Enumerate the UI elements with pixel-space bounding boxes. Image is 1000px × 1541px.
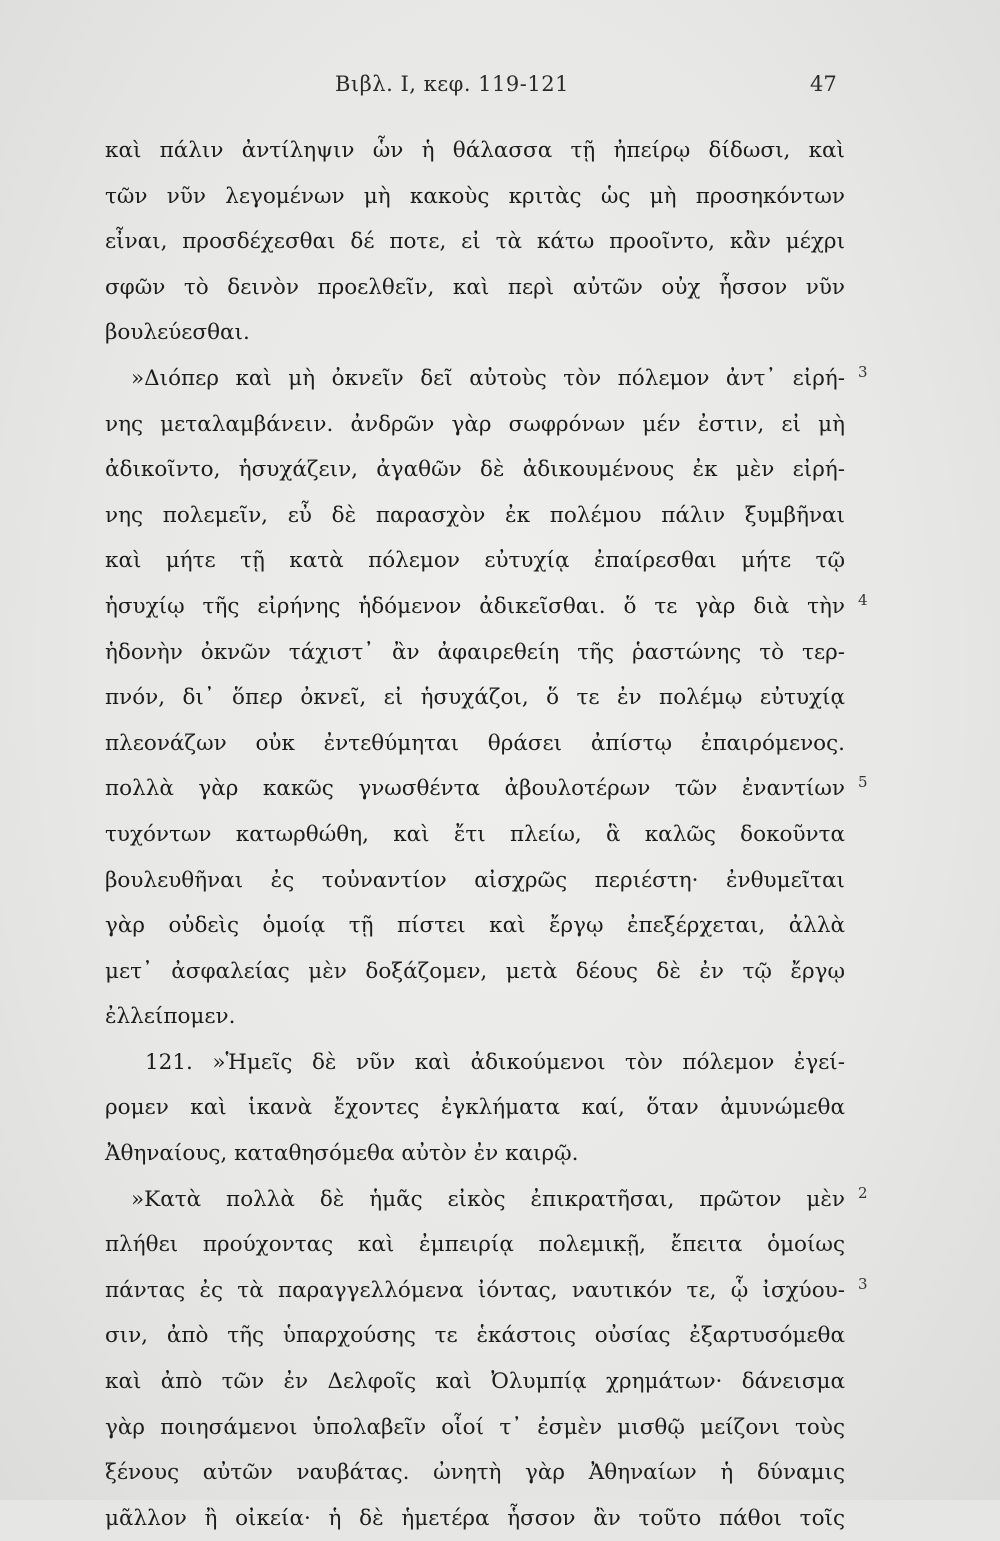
text-line: τῶν νῦν λεγομένων μὴ κακοὺς κριτὰς ὡς μὴ προσηκόντων	[105, 183, 845, 209]
text-line: πλήθει προύχοντας καὶ ἐμπειρίᾳ πολεμικῇ, ἔπειτα ὁμοίως	[105, 1232, 845, 1258]
text-line: καὶ μήτε τῇ κατὰ πόλεμον εὐτυχίᾳ ἐπαίρεσθαι μήτε τῷ	[105, 548, 845, 574]
page-number: 47	[810, 72, 837, 96]
text-line: σιν, ἀπὸ τῆς ὑπαρχούσης τε ἑκάστοις οὐσίας ἐξαρτυσόμεθα	[105, 1323, 845, 1349]
margin-section-number: 4	[858, 591, 868, 609]
margin-section-number: 3	[858, 363, 868, 381]
text-line: μᾶλλον ἢ οἰκεία· ἡ δὲ ἡμετέρα ἧσσον ἂν τοῦτο πάθοι τοῖς	[105, 1505, 845, 1531]
text-line: πνόν, δι᾽ ὅπερ ὀκνεῖ, εἰ ἡσυχάζοι, ὅ τε ἐν πολέμῳ εὐτυχίᾳ	[105, 685, 845, 711]
text-line: πλεονάζων οὐκ ἐντεθύμηται θράσει ἀπίστῳ ἐπαιρόμενος.	[105, 730, 845, 756]
text-line: πάντας ἐς τὰ παραγγελλόμενα ἰόντας, ναυτικόν τε, ᾧ ἰσχύου-	[105, 1277, 845, 1303]
text-line: ξένους αὐτῶν ναυβάτας. ὠνητὴ γὰρ Ἀθηναίων ἡ δύναμις	[105, 1460, 845, 1486]
text-line: ἀδικοῖντο, ἡσυχάζειν, ἀγαθῶν δὲ ἀδικουμένους ἐκ μὲν εἰρή-	[105, 457, 845, 483]
margin-section-number: 3	[858, 1275, 868, 1293]
text-line: νης πολεμεῖν, εὖ δὲ παρασχὸν ἐκ πολέμου πάλιν ξυμβῆναι	[105, 502, 845, 528]
text-line: μετ᾽ ἀσφαλείας μὲν δοξάζομεν, μετὰ δέους δὲ ἐν τῷ ἔργῳ	[105, 958, 845, 984]
text-line: ἐλλείπομεν.	[105, 1004, 236, 1030]
text-line: ρομεν καὶ ἱκανὰ ἔχοντες ἐγκλήματα καί, ὅταν ἀμυνώμεθα	[105, 1095, 845, 1121]
text-line: γὰρ ποιησάμενοι ὑπολαβεῖν οἷοί τ᾽ ἐσμὲν μισθῷ μείζονι τοὺς	[105, 1414, 845, 1440]
text-line: »Διόπερ καὶ μὴ ὀκνεῖν δεῖ αὐτοὺς τὸν πόλεμον ἀντ᾽ εἰρή-	[131, 365, 845, 391]
text-line: 121. »Ἡμεῖς δὲ νῦν καὶ ἀδικούμενοι τὸν πόλεμον ἐγεί-	[145, 1049, 845, 1075]
page-header	[0, 72, 1000, 108]
margin-section-number: 2	[858, 1183, 868, 1202]
text-line: βουλεύεσθαι.	[105, 320, 250, 346]
text-line: καὶ ἀπὸ τῶν ἐν Δελφοῖς καὶ Ὀλυμπίᾳ χρημάτων· δάνεισμα	[105, 1369, 845, 1395]
text-line: σφῶν τὸ δεινὸν προελθεῖν, καὶ περὶ αὐτῶν οὐχ ἧσσον νῦν	[105, 274, 845, 300]
text-line: γὰρ οὐδεὶς ὁμοίᾳ τῇ πίστει καὶ ἔργῳ ἐπεξέρχεται, ἀλλὰ	[105, 913, 845, 939]
margin-section-number: 5	[858, 773, 868, 792]
body-text	[105, 128, 845, 1541]
text-line: πολλὰ γὰρ κακῶς γνωσθέντα ἀβουλοτέρων τῶν ἐναντίων	[105, 776, 845, 802]
text-line: καὶ πάλιν ἀντίληψιν ὧν ἡ θάλασσα τῇ ἠπείρῳ δίδωσι, καὶ	[105, 138, 845, 163]
text-line: βουλευθῆναι ἐς τοὐναντίον αἰσχρῶς περιέστη· ἐνθυμεῖται	[105, 867, 845, 893]
text-line: ἡδονὴν ὀκνῶν τάχιστ᾽ ἂν ἀφαιρεθείη τῆς ῥαστώνης τὸ τερ-	[105, 639, 845, 665]
text-line: »Κατὰ πολλὰ δὲ ἡμᾶς εἰκὸς ἐπικρατῆσαι, πρῶτον μὲν	[131, 1186, 845, 1212]
text-line: τυχόντων κατωρθώθη, καὶ ἔτι πλείω, ἃ καλῶς δοκοῦντα	[105, 821, 845, 847]
running-head: Βιβλ. Ι, κεφ. 119-121	[335, 72, 569, 96]
text-line: Ἀθηναίους, καταθησόμεθα αὐτὸν ἐν καιρῷ.	[105, 1141, 579, 1167]
text-line: νης μεταλαμβάνειν. ἀνδρῶν γὰρ σωφρόνων μέν ἐστιν, εἰ μὴ	[105, 411, 845, 437]
text-line: ἡσυχίῳ τῆς εἰρήνης ἡδόμενον ἀδικεῖσθαι. ὅ τε γὰρ διὰ τὴν	[105, 593, 845, 619]
text-line: εἶναι, προσδέχεσθαι δέ ποτε, εἰ τὰ κάτω προοῖντο, κἂν μέχρι	[105, 229, 845, 255]
